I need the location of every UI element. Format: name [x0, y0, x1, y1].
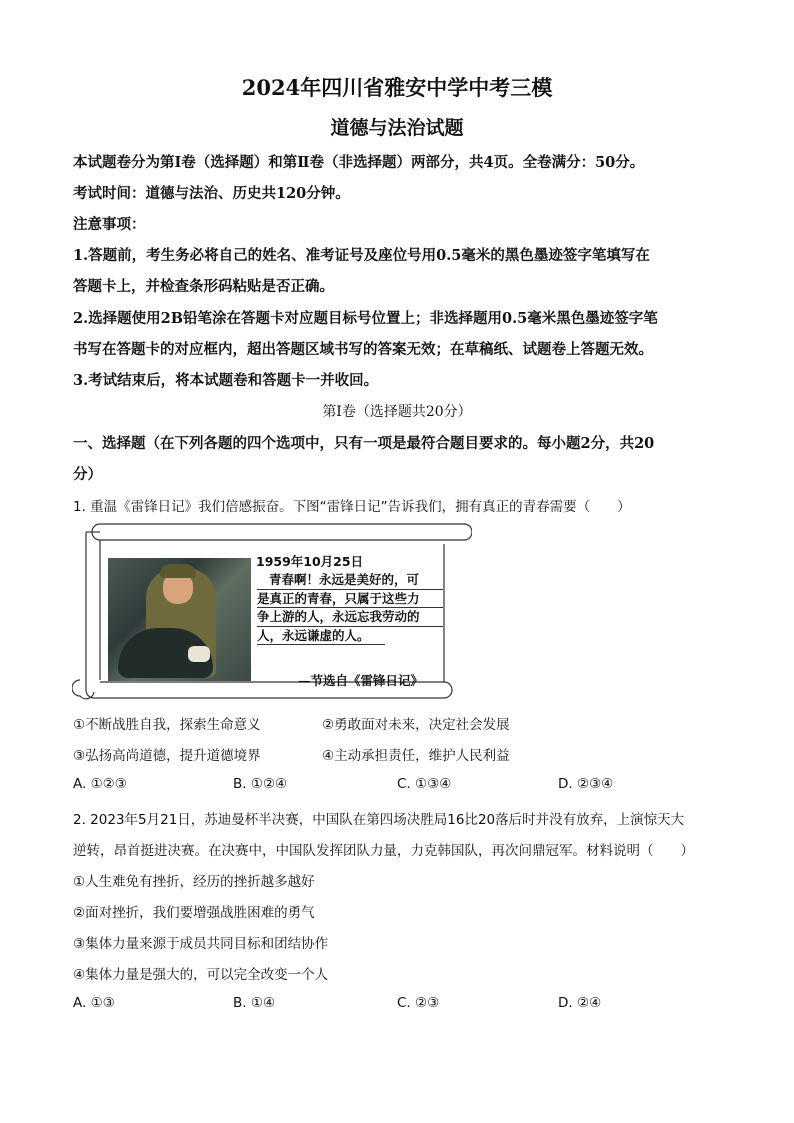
q2-choice-a: A. ①③	[73, 995, 115, 1011]
q2-statement-4: ④集体力量是强大的，可以完全改变一个人	[73, 967, 329, 983]
question-2-stem-b: 逆转，昂首挺进决赛。在决赛中，中国队发挥团队力量，力克韩国队，再次问鼎冠军。材料说明（ ）	[73, 843, 694, 859]
note-3: 3.考试结束后，将本试题卷和答题卡一并收回。	[73, 372, 379, 389]
q1-choice-d: D. ②③④	[558, 776, 614, 792]
section-heading: 第Ⅰ卷（选择题共20分）	[322, 404, 472, 420]
page-subtitle: 道德与法治试题	[330, 117, 464, 139]
q1-statement-4: ④主动承担责任，维护人民利益	[322, 748, 510, 764]
question-2-stem-a: 2. 2023年5月21日，苏迪曼杯半决赛，中国队在第四场决胜局16比20落后时并没有放弃，上演惊天大	[73, 812, 685, 828]
diary-line-2: 是真正的青春，只属于这些力	[257, 590, 443, 609]
q2-statement-1: ①人生难免有挫折，经历的挫折越多越好	[73, 874, 315, 890]
diary-source: —节选自《雷锋日记》	[298, 673, 424, 688]
notes-heading: 注意事项：	[73, 216, 146, 233]
q1-choice-b: B. ①②④	[233, 776, 288, 792]
note-2b: 书写在答题卡的对应框内，超出答题区域书写的答案无效；在草稿纸、试题卷上答题无效。	[73, 341, 653, 358]
note-2a: 2.选择题使用2B铅笔涂在答题卡对应题目标号位置上；非选择题用0.5毫米黑色墨迹签字笔	[73, 310, 658, 327]
note-1b: 答题卡上，并检查条形码粘贴是否正确。	[73, 278, 334, 295]
q2-statement-3: ③集体力量来源于成员共同目标和团结协作	[73, 936, 329, 952]
q2-choice-d: D. ②④	[558, 995, 602, 1011]
q1-statement-1: ①不断战胜自我，探索生命意义	[73, 717, 261, 733]
q1-choice-c: C. ①③④	[397, 776, 452, 792]
diary-date: 1959年10月25日	[256, 554, 364, 569]
intro-line-2: 考试时间：道德与法治、历史共120分钟。	[73, 185, 350, 202]
question-1-stem: 1. 重温《雷锋日记》我们倍感振奋。下图“雷锋日记”告诉我们，拥有真正的青春需要（ ）	[73, 499, 631, 515]
q1-statement-2: ②勇敢面对未来，决定社会发展	[322, 717, 510, 733]
q2-statement-2: ②面对挫折，我们要增强战胜困难的勇气	[73, 905, 315, 921]
lei-feng-photo	[108, 558, 251, 681]
q1-choice-a: A. ①②③	[73, 776, 127, 792]
diary-line-3: 争上游的人，永远忘我劳动的	[257, 608, 443, 627]
part-heading-a: 一、选择题（在下列各题的四个选项中，只有一项是最符合题目要求的。每小题2分，共20	[73, 435, 655, 452]
intro-line-1: 本试题卷分为第Ⅰ卷（选择题）和第Ⅱ卷（非选择题）两部分，共4页。全卷满分：50分。	[73, 154, 645, 171]
diary-line-1: 青春啊！永远是美好的，可	[257, 571, 443, 590]
note-1a: 1.答题前，考生务必将自己的姓名、准考证号及座位号用0.5毫米的黑色墨迹签字笔填写在	[73, 247, 650, 264]
q2-choice-c: C. ②③	[397, 995, 440, 1011]
q2-choice-b: B. ①④	[233, 995, 276, 1011]
diary-line-4: 人，永远谦虚的人。	[257, 627, 385, 646]
part-heading-b: 分）	[73, 466, 102, 483]
page-title: 2024年四川省雅安中学中考三模	[241, 75, 553, 100]
q1-statement-3: ③弘扬高尚道德，提升道德境界	[73, 748, 261, 764]
diary-quote	[257, 571, 443, 645]
